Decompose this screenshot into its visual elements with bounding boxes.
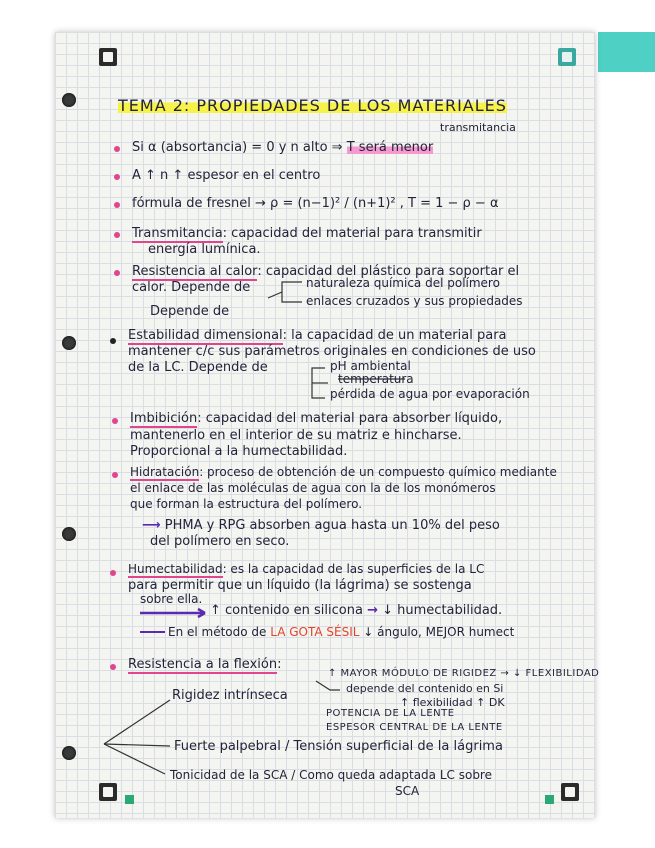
line-text: ↓ ángulo, MEJOR humect <box>363 625 515 639</box>
line-text: : la capacidad de un material para <box>282 328 507 343</box>
text-line <box>210 603 502 618</box>
line-text: temperatura <box>338 372 414 386</box>
line-text: mantenerlo en el interior de su matriz e hincharse. <box>130 428 462 443</box>
line-text: En el método de <box>168 625 267 639</box>
line-text: para permitir que un líquido (la lágrima) se sostenga <box>128 578 472 593</box>
title-tema: TEMA 2 <box>118 96 184 115</box>
bullet-icon <box>112 418 118 424</box>
line-text: Proporcional a la humectabilidad. <box>130 444 348 459</box>
bullet-icon <box>112 472 118 478</box>
line-text: del polímero en seco. <box>150 534 290 549</box>
arrow-right-icon: → <box>367 603 378 618</box>
line-text: mantener c/c sus parámetros originales en condiciones de uso <box>128 344 536 359</box>
line-text: : es la capacidad de las superficies de la LC <box>222 562 485 576</box>
line-text: energía lumínica. <box>148 242 261 257</box>
term-imbibicion: Imbibición <box>130 411 198 426</box>
term-estabilidad: Estabilidad dimensional <box>128 328 283 343</box>
bullet-icon <box>114 202 120 208</box>
line-text: naturaleza química del polímero <box>306 276 500 290</box>
bullet-icon <box>110 664 116 670</box>
term-gota-sesil: LA GOTA SÉSIL <box>270 625 360 639</box>
bullet-icon <box>114 146 120 152</box>
bullet-icon <box>114 174 120 180</box>
line-text: PHMA y RPG absorben agua hasta un 10% del peso <box>164 518 500 533</box>
term-hidratacion: Hidratación <box>130 465 200 479</box>
bullet-icon <box>114 232 120 238</box>
line-text: ↓ humectabilidad. <box>382 603 503 618</box>
line-text: que forman la estructura del polímero. <box>130 497 363 511</box>
line-text: pérdida de agua por evaporación <box>330 387 530 401</box>
text-line <box>132 226 482 241</box>
text-line <box>130 411 502 426</box>
text-line <box>128 562 484 576</box>
text-line: Resistencia a la flexión: <box>128 657 282 672</box>
line-text: Rigidez intrínseca <box>172 688 288 703</box>
line-text: SCA <box>395 784 420 798</box>
line-text: ↑ flexibilidad ↑ DK <box>400 696 505 709</box>
line-text: Depende de <box>150 304 230 319</box>
arrow-right-icon: ⟶ <box>142 518 161 533</box>
line-text: sobre ella. <box>140 592 203 606</box>
text-line <box>142 518 500 533</box>
line-text: enlaces cruzados y sus propiedades <box>306 294 523 308</box>
line-text: el enlace de las moléculas de agua con la de los monómeros <box>130 481 496 495</box>
line-text: ESPESOR CENTRAL DE LA LENTE <box>326 722 503 733</box>
line-text: Fuerte palpebral / Tensión superficial de la lágrima <box>174 739 503 754</box>
text-line <box>130 465 557 479</box>
line-text: Si α (absortancia) = 0 y n alto ⇒ <box>132 140 343 155</box>
text-line <box>168 625 514 639</box>
line-text: : capacidad del material para transmitir <box>222 226 482 241</box>
line-text: : proceso de obtención de un compuesto químico mediante <box>199 465 557 479</box>
term-transmitancia: Transmitancia <box>132 226 223 241</box>
line-text: ↑ MAYOR MÓDULO DE RIGIDEZ → ↓ FLEXIBILIDAD <box>328 668 600 679</box>
highlight-text: T será menor <box>346 140 434 155</box>
term-humectabilidad: Humectabilidad <box>128 562 223 576</box>
line-text: pH ambiental <box>330 359 411 373</box>
line-text: POTENCIA DE LA LENTE <box>326 708 455 719</box>
term-resistencia-calor: Resistencia al calor <box>132 264 258 279</box>
line-text: A ↑ n ↑ espesor en el centro <box>132 168 321 183</box>
line-text: Tonicidad de la SCA / Como queda adaptada LC sobre <box>170 768 492 782</box>
text-line <box>132 140 433 155</box>
note-transmitancia: transmitancia <box>440 121 516 134</box>
bullet-icon <box>110 338 116 344</box>
line-text: depende del contenido en Si <box>346 682 504 695</box>
line-text: fórmula de fresnel → ρ = (n−1)² / (n+1)² , T = 1 − ρ − α <box>132 196 499 211</box>
text-line <box>128 328 507 343</box>
line-text: calor. Depende de <box>132 280 251 295</box>
line-text: de la LC. Depende de <box>128 360 268 375</box>
bullet-icon <box>110 570 116 576</box>
line-text: ↑ contenido en silicona <box>210 603 363 618</box>
page-title <box>118 96 507 115</box>
bullet-icon <box>114 270 120 276</box>
line-text: : capacidad del plástico para soportar el <box>257 264 520 279</box>
title-rest: : PROPIEDADES DE LOS MATERIALES <box>183 96 507 115</box>
line-text: : capacidad del material para absorber líquido, <box>197 411 503 426</box>
term-resistencia-flexion: Resistencia a la flexión <box>128 657 278 672</box>
